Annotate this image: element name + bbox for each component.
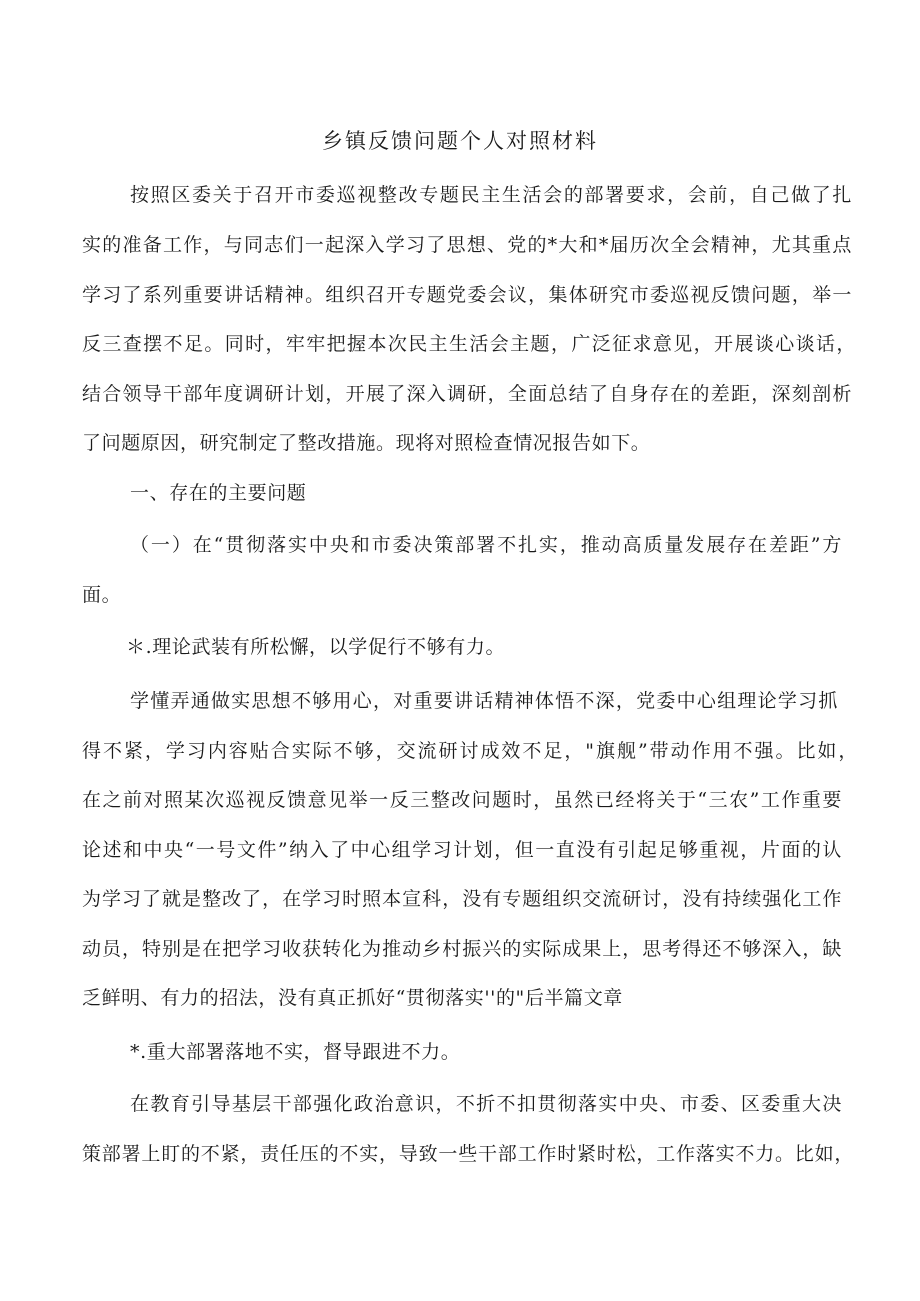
paragraph-line: 论述和中央“一号文件”纳入了中心组学习计划，但一直没有引起足够重视，片面的认 xyxy=(82,839,842,861)
paragraph-line: 策部署上盯的不紧，责任压的不实，导致一些干部工作时紧时松，工作落实不力。比如， xyxy=(82,1143,854,1165)
paragraph-line: 反三查摆不足。同时，牢牢把握本次民主生活会主题，广泛征求意见，开展谈心谈话， xyxy=(82,333,856,355)
subsection-heading: （一）在“贯彻落实中央和市委决策部署不扎实，推动高质量发展存在差距”方 xyxy=(130,534,842,556)
paragraph-line: 结合领导干部年度调研计划，开展了深入调研，全面总结了自身存在的差距，深刻剖析 xyxy=(82,383,852,405)
section-heading: 一、存在的主要问题 xyxy=(130,482,307,504)
paragraph-line: 在教育引导基层干部强化政治意识，不折不扣贯彻落实中央、市委、区委重大决 xyxy=(130,1093,842,1115)
paragraph-line: 在之前对照某次巡视反馈意见举一反三整改问题时，虽然已经将关于“三农”工作重要 xyxy=(82,789,842,811)
document-title: 乡镇反馈问题个人对照材料 xyxy=(322,129,598,153)
paragraph-line: 学习了系列重要讲话精神。组织召开专题党委会议，集体研究市委巡视反馈问题，举一 xyxy=(82,284,852,306)
paragraph-line: 了问题原因，研究制定了整改措施。现将对照检查情况报告如下。 xyxy=(82,432,651,454)
paragraph-line: 实的准备工作，与同志们一起深入学习了思想、党的*大和*届历次全会精神，尤其重点 xyxy=(82,234,852,256)
item-heading: ＊.理论武装有所松懈，以学促行不够有力。 xyxy=(126,636,506,658)
subsection-heading-continued: 面。 xyxy=(82,584,122,606)
item-heading: *.重大部署落地不实，督导跟进不力。 xyxy=(130,1041,461,1063)
paragraph-line: 按照区委关于召开市委巡视整改专题民主生活会的部署要求，会前，自己做了扎 xyxy=(130,184,852,206)
paragraph-line: 学懂弄通做实思想不够用心，对重要讲话精神体悟不深，党委中心组理论学习抓 xyxy=(130,690,838,712)
paragraph-line: 乏鲜明、有力的招法，没有真正抓好“贯彻落实''的"后半篇文章 xyxy=(82,987,623,1009)
paragraph-line: 得不紧，学习内容贴合实际不够，交流研讨成效不足，"旗舰”带动作用不强。比如， xyxy=(82,740,858,762)
paragraph-line: 动员，特别是在把学习收获转化为推动乡村振兴的实际成果上，思考得还不够深入，缺 xyxy=(82,938,842,960)
paragraph-line: 为学习了就是整改了，在学习时照本宣科，没有专题组织交流研讨，没有持续强化工作 xyxy=(82,888,842,910)
